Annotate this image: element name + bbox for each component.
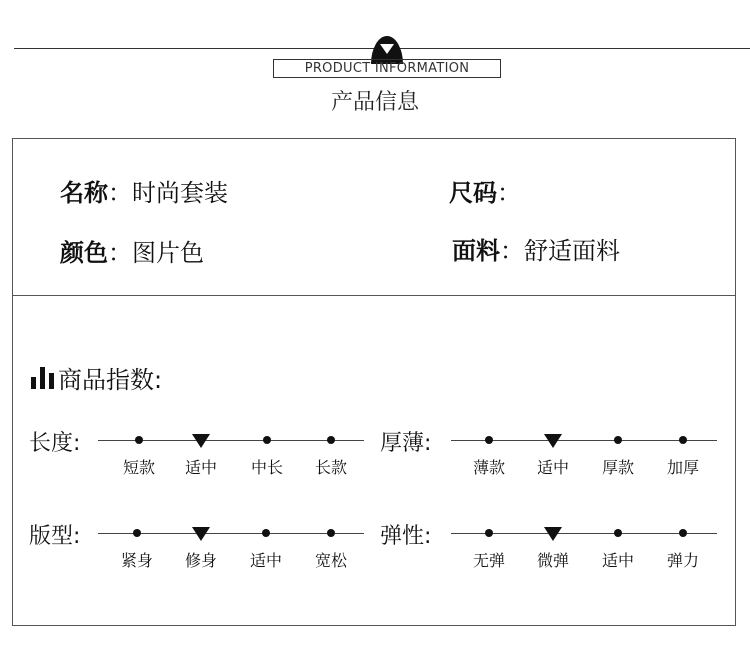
field-fabric (452, 231, 620, 266)
index-option-label: 微弹 (536, 551, 569, 570)
index-scale-dot (485, 529, 493, 537)
index-option-label: 短款 (122, 458, 155, 477)
field-name (60, 173, 228, 208)
field-color-key: 颜色 (60, 239, 108, 267)
index-selected-marker (544, 434, 562, 448)
index-option-label: 修身 (184, 551, 217, 570)
field-color-value: 图片色 (132, 239, 204, 267)
field-name-value: 时尚套装 (132, 179, 228, 207)
field-size (449, 173, 521, 208)
index-option-label: 薄款 (472, 458, 505, 477)
index-scale-dot (485, 436, 493, 444)
product-index-title: 商品指数: (58, 366, 163, 394)
index-scale-dot (614, 529, 622, 537)
index-option-label: 中长 (250, 458, 283, 477)
index-option-label: 厚款 (601, 458, 634, 477)
field-name-sep: ： (108, 179, 132, 207)
index-selected-marker (544, 527, 562, 541)
index-row-label: 弹性: (380, 524, 432, 549)
index-option-label: 弹力 (666, 551, 699, 570)
field-name-key: 名称 (60, 179, 108, 207)
index-scale-dot (614, 436, 622, 444)
field-fabric-key: 面料 (452, 237, 500, 265)
chevron-down-icon (380, 44, 394, 54)
field-color (60, 233, 204, 268)
index-scale-dot (327, 529, 335, 537)
index-selected-marker (192, 527, 210, 541)
index-option-label: 适中 (184, 458, 217, 477)
index-option-label: 宽松 (314, 551, 347, 570)
index-scale-dot (263, 436, 271, 444)
index-option-label: 紧身 (120, 551, 153, 570)
index-scale-dot (262, 529, 270, 537)
field-color-sep: ： (108, 239, 132, 267)
index-option-label: 无弹 (472, 551, 505, 570)
field-fabric-sep: ： (500, 237, 524, 265)
index-option-label: 长款 (314, 458, 347, 477)
index-scale-dot (327, 436, 335, 444)
index-scale-dot (133, 529, 141, 537)
index-selected-marker (192, 434, 210, 448)
index-scale-dot (135, 436, 143, 444)
index-scale-dot (679, 436, 687, 444)
field-size-key: 尺码 (449, 179, 497, 207)
field-fabric-value: 舒适面料 (524, 237, 620, 265)
index-row-label: 长度: (29, 431, 81, 456)
product-information-subtitle: 产品信息 (330, 90, 419, 115)
index-scale-dot (679, 529, 687, 537)
product-index-heading (30, 360, 162, 395)
index-row-label: 厚薄: (380, 431, 432, 456)
index-row-label: 版型: (29, 524, 81, 549)
basic-info-panel (12, 138, 736, 296)
field-size-sep: ： (497, 179, 521, 207)
bar-chart-icon (30, 365, 56, 391)
index-option-label: 适中 (536, 458, 569, 477)
index-option-label: 适中 (601, 551, 634, 570)
product-information-title: PRODUCT INFORMATION (273, 59, 501, 78)
index-option-label: 适中 (249, 551, 282, 570)
index-option-label: 加厚 (666, 458, 699, 477)
